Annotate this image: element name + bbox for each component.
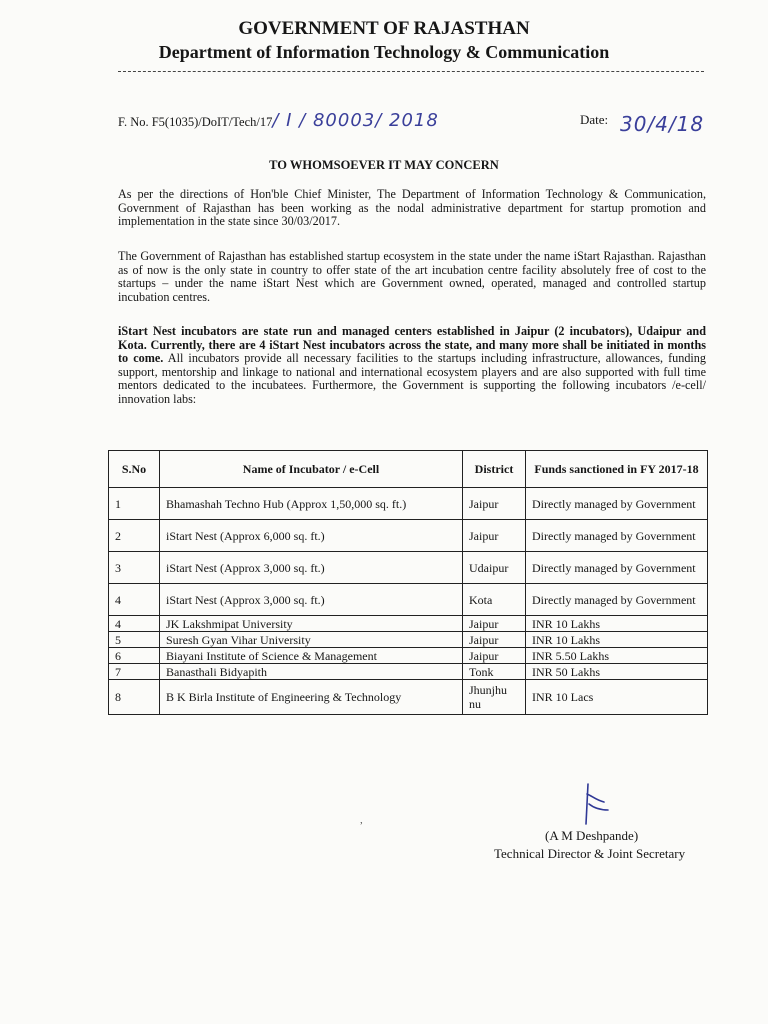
cell-district: Udaipur (463, 552, 526, 584)
subject-heading: TO WHOMSOEVER IT MAY CONCERN (269, 158, 499, 172)
cell-sno: 7 (109, 664, 160, 680)
incubator-table (108, 450, 708, 715)
cell-sno: 4 (109, 616, 160, 632)
paragraph-1: As per the directions of Hon'ble Chief Minister, The Department of Information Technology & Communication, Government of Rajasthan has been working as the nodal administrative department for startup promotion and implementation in the state since 30/03/2017. (118, 187, 706, 229)
cell-sno: 8 (109, 680, 160, 715)
cell-funds: INR 50 Lakhs (526, 664, 708, 680)
cell-name: iStart Nest (Approx 6,000 sq. ft.) (160, 520, 463, 552)
cell-funds: Directly managed by Government (526, 488, 708, 520)
cell-district: Tonk (463, 664, 526, 680)
header-divider (118, 71, 704, 72)
cell-sno: 3 (109, 552, 160, 584)
cell-sno: 4 (109, 584, 160, 616)
header-funds: Funds sanctioned in FY 2017-18 (526, 451, 708, 488)
header-district: District (463, 451, 526, 488)
stray-mark: , (360, 814, 363, 826)
signatory-designation: Technical Director & Joint Secretary (494, 846, 686, 861)
cell-funds: Directly managed by Government (526, 552, 708, 584)
cell-district: Kota (463, 584, 526, 616)
cell-name: JK Lakshmipat University (160, 616, 463, 632)
cell-district: Jaipur (463, 648, 526, 664)
file-number-printed: F. No. F5(1035)/DoIT/Tech/17 (118, 115, 273, 129)
table-row (109, 552, 708, 584)
file-number (118, 110, 439, 131)
letterhead-department: Department of Information Technology & Communication (158, 42, 610, 62)
paragraph-3 (118, 325, 706, 407)
cell-sno: 1 (109, 488, 160, 520)
table-row (109, 520, 708, 552)
cell-name: B K Birla Institute of Engineering & Technology (160, 680, 463, 715)
table-row (109, 488, 708, 520)
signatory-name: (A M Deshpande) (545, 828, 639, 843)
cell-district: Jaipur (463, 488, 526, 520)
cell-funds: INR 10 Lacs (526, 680, 708, 715)
cell-sno: 5 (109, 632, 160, 648)
cell-name: Banasthali Bidyapith (160, 664, 463, 680)
cell-funds: Directly managed by Government (526, 520, 708, 552)
letterhead-title: GOVERNMENT OF RAJASTHAN (238, 18, 530, 39)
cell-district: Jaipur (463, 520, 526, 552)
cell-district: Jaipur (463, 632, 526, 648)
header-sno: S.No (109, 451, 160, 488)
date-handwritten: 30/4/18 (620, 112, 705, 136)
signature-mark (576, 780, 616, 826)
paragraph-3-rest: All incubators provide all necessary facilities to the startups including infrastructure, allowances, funding support, mentorship and linkage to national and international ecosystem players and are also supported with full time mentors dedicated to the incubatees. Furthermore, the Government is supporting the following incubators /e-cell/ innovation labs: (118, 351, 706, 406)
table-row (109, 680, 708, 715)
table-header-row (109, 451, 708, 488)
cell-district: Jhunjhu nu (463, 680, 526, 715)
cell-name: iStart Nest (Approx 3,000 sq. ft.) (160, 584, 463, 616)
paragraph-2: The Government of Rajasthan has established startup ecosystem in the state under the name iStart Rajasthan. Rajasthan as of now is the only state in country to offer state of the art incubation centre facility absolutely free of cost to the startups – under the name iStart Nest which are Government owned, operated, managed and controlled startup incubation centres. (118, 249, 706, 304)
cell-funds: Directly managed by Government (526, 584, 708, 616)
table-row (109, 584, 708, 616)
cell-funds: INR 10 Lakhs (526, 616, 708, 632)
file-number-handwritten: / I / 80003/ 2018 (272, 110, 439, 131)
cell-district: Jaipur (463, 616, 526, 632)
cell-funds: INR 10 Lakhs (526, 632, 708, 648)
cell-name: iStart Nest (Approx 3,000 sq. ft.) (160, 552, 463, 584)
cell-name: Biayani Institute of Science & Management (160, 648, 463, 664)
paragraph-3-bold: iStart Nest incubators are state run and managed centers established in Jaipur (2 incubators), Udaipur and Kota. Currently, there are 4 iStart Nest incubators across the state, and many more shall be initiated in months to come. (118, 324, 706, 366)
table-row (109, 648, 708, 664)
header-name: Name of Incubator / e-Cell (160, 451, 463, 488)
cell-sno: 2 (109, 520, 160, 552)
table-row (109, 632, 708, 648)
date-label: Date: (580, 112, 609, 127)
cell-name: Bhamashah Techno Hub (Approx 1,50,000 sq. ft.) (160, 488, 463, 520)
cell-name: Suresh Gyan Vihar University (160, 632, 463, 648)
table-row (109, 664, 708, 680)
cell-funds: INR 5.50 Lakhs (526, 648, 708, 664)
cell-sno: 6 (109, 648, 160, 664)
table-row (109, 616, 708, 632)
